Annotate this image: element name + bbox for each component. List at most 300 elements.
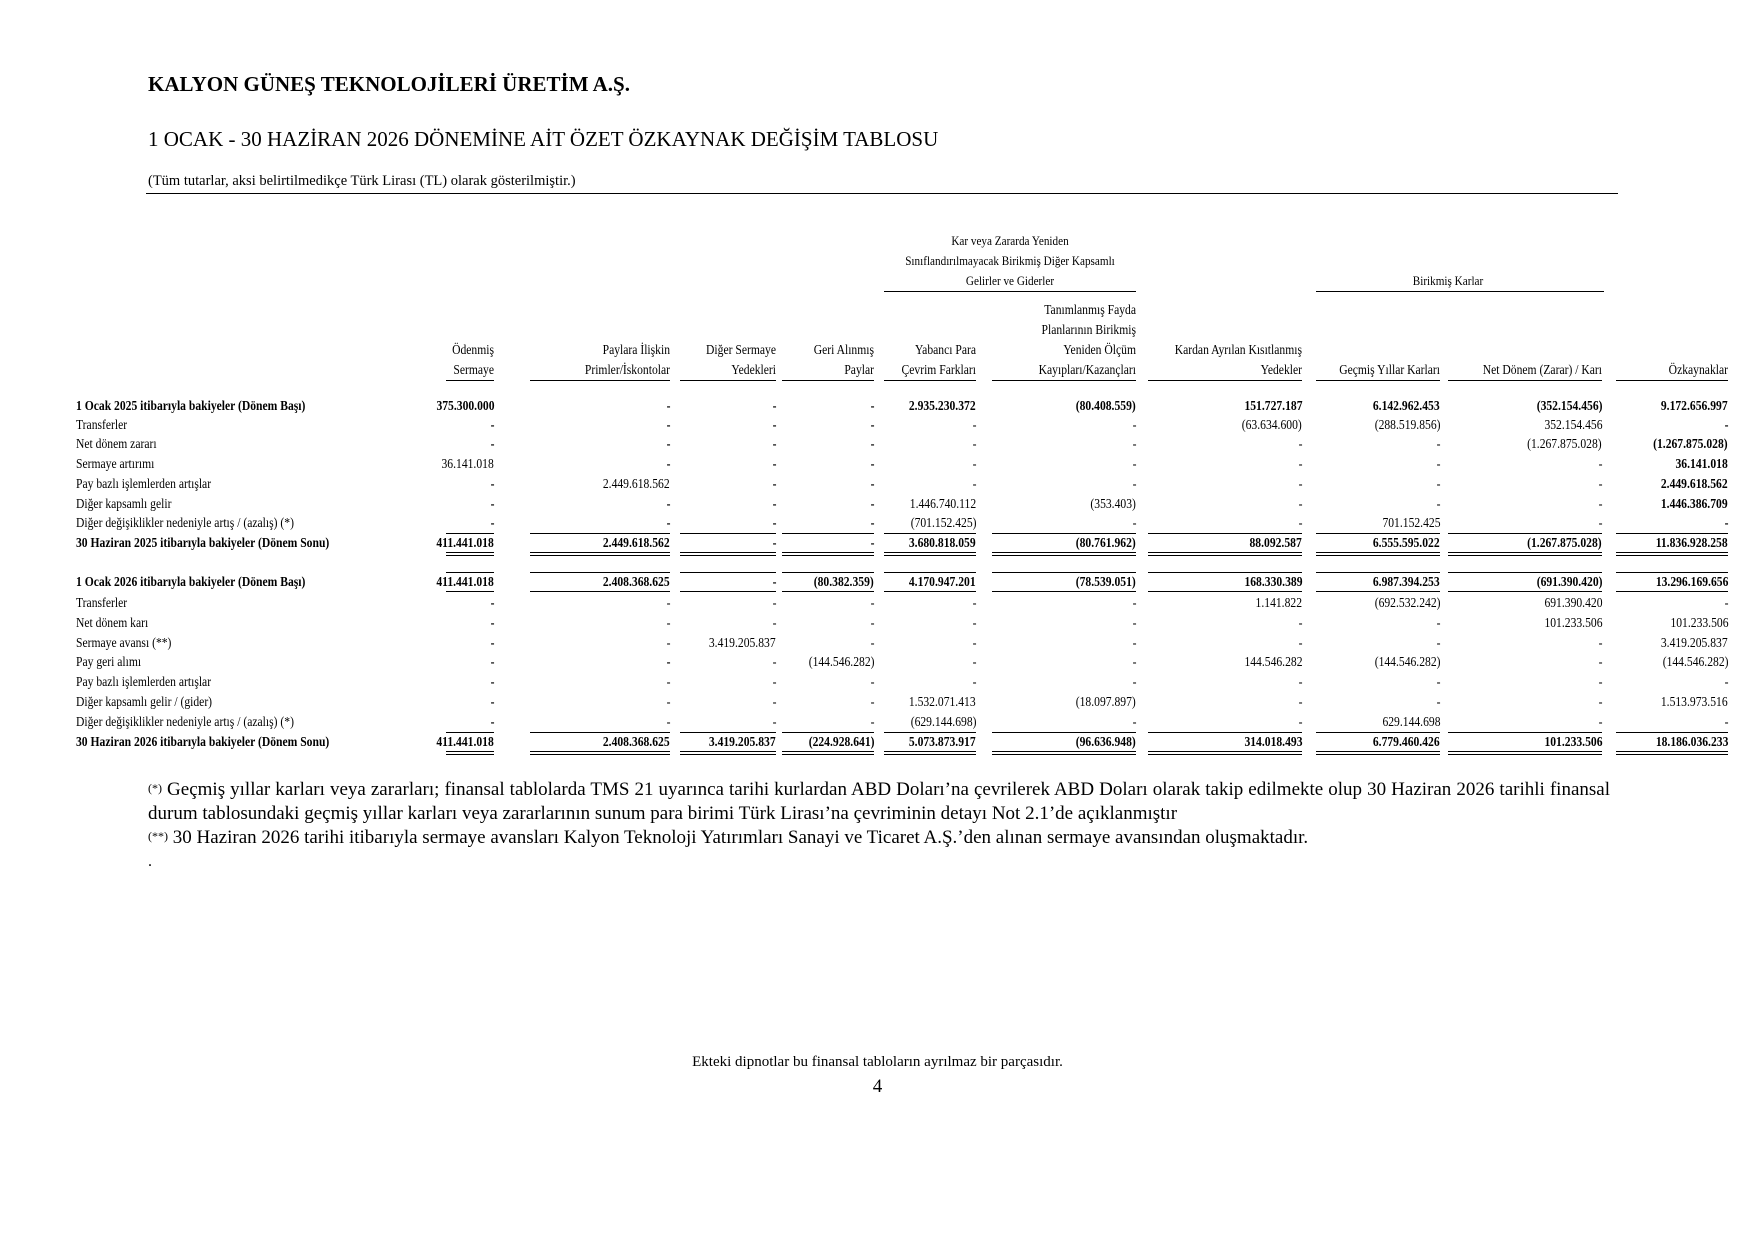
cell: -	[490, 654, 494, 669]
cell: 314.018.493	[1243, 734, 1302, 749]
total-rule-bottom	[782, 754, 874, 755]
total-rule-bottom	[1448, 555, 1602, 556]
cell: -	[870, 496, 874, 511]
cell: -	[870, 595, 874, 610]
column-header-8-line-1: Geçmiş Yıllar Karları	[1339, 362, 1440, 377]
total-rule-bottom	[782, 552, 874, 553]
cell: -	[1298, 456, 1302, 471]
cell: -	[490, 595, 494, 610]
total-rule-bottom	[1616, 754, 1728, 755]
cell: -	[1298, 615, 1302, 630]
cell: 1.446.740.112	[909, 496, 976, 511]
cell: -	[666, 417, 670, 432]
cell: -	[772, 398, 776, 413]
cell: (352.154.456)	[1536, 398, 1602, 413]
cell: -	[490, 674, 494, 689]
opening-rule-bottom	[782, 591, 874, 592]
cell: -	[870, 476, 874, 491]
cell: 2.449.618.562	[603, 535, 670, 550]
row-label: Net dönem zararı	[76, 436, 157, 451]
cell: 4.170.947.201	[909, 574, 976, 589]
column-header-3-line-2: Yedekleri	[731, 362, 776, 377]
total-rule-top	[782, 533, 874, 534]
total-rule-bottom	[446, 751, 494, 752]
cell: -	[1436, 436, 1440, 451]
cell: -	[1298, 496, 1302, 511]
total-rule-top	[1448, 533, 1602, 534]
total-rule-bottom	[992, 751, 1136, 752]
column-header-6-line-4: Kayıpları/Kazançları	[1038, 362, 1136, 377]
cell: -	[1298, 674, 1302, 689]
cell: -	[870, 456, 874, 471]
total-rule-bottom	[530, 552, 670, 553]
cell: (353.403)	[1090, 496, 1136, 511]
cell: 6.555.595.022	[1373, 535, 1440, 550]
cell: (629.144.698)	[910, 714, 976, 729]
cell: -	[772, 654, 776, 669]
total-rule-bottom	[992, 555, 1136, 556]
column-header-6-line-2: Planlarının Birikmiş	[1041, 322, 1136, 337]
column-header-underline-7	[1148, 380, 1302, 381]
cell: -	[972, 456, 976, 471]
cell: -	[1598, 654, 1602, 669]
cell: -	[666, 615, 670, 630]
opening-rule-bottom	[1616, 591, 1728, 592]
cell: -	[870, 535, 874, 550]
total-rule-top	[992, 732, 1136, 733]
cell: -	[870, 515, 874, 530]
row-label: Diğer kapsamlı gelir	[76, 496, 172, 511]
cell: -	[490, 476, 494, 491]
cell: 2.408.368.625	[603, 734, 670, 749]
cell: (692.532.242)	[1374, 595, 1440, 610]
total-rule-top	[1316, 732, 1440, 733]
table-row	[0, 593, 1755, 613]
cell: 11.836.928.258	[1656, 535, 1728, 550]
total-rule-bottom	[1316, 555, 1440, 556]
column-header-4-line-1: Geri Alınmış	[813, 342, 874, 357]
cell: -	[1436, 456, 1440, 471]
cell: (63.634.600)	[1242, 417, 1302, 432]
row-label: Sermaye avansı (**)	[76, 635, 172, 650]
cell: 701.152.425	[1381, 515, 1440, 530]
cell: -	[666, 694, 670, 709]
company-name: KALYON GÜNEŞ TEKNOLOJİLERİ ÜRETİM A.Ş.	[148, 72, 630, 96]
cell: -	[490, 615, 494, 630]
total-rule-top	[1616, 732, 1728, 733]
cell: -	[1436, 694, 1440, 709]
cell: -	[772, 714, 776, 729]
cell: 36.141.018	[441, 456, 494, 471]
cell: -	[1436, 496, 1440, 511]
cell: -	[1132, 456, 1136, 471]
row-label: 1 Ocak 2025 itibarıyla bakiyeler (Dönem Başı)	[76, 398, 306, 413]
cell: 3.680.818.059	[909, 535, 976, 550]
cell: -	[772, 476, 776, 491]
cell: -	[1436, 674, 1440, 689]
cell: -	[666, 496, 670, 511]
column-header-3-line-1: Diğer Sermaye	[706, 342, 776, 357]
cell: 101.233.506	[1543, 615, 1602, 630]
total-rule-bottom	[530, 751, 670, 752]
table-row	[0, 454, 1755, 474]
row-label: Transferler	[76, 417, 128, 432]
cell: -	[1132, 714, 1136, 729]
group-header-oci	[898, 231, 1122, 291]
page-number: 4	[872, 1076, 883, 1097]
total-rule-bottom	[992, 552, 1136, 553]
group-header-oci-line-2: Sınıflandırılmayacak Birikmiş Diğer Kapsamlı	[905, 253, 1115, 268]
cell: -	[1436, 615, 1440, 630]
total-rule-bottom	[884, 754, 976, 755]
total-rule-bottom	[446, 555, 494, 556]
row-label: Pay bazlı işlemlerden artışlar	[76, 674, 212, 689]
cell: -	[1132, 674, 1136, 689]
total-rule-bottom	[782, 555, 874, 556]
total-rule-top	[1148, 732, 1302, 733]
cell: (80.382.359)	[814, 574, 874, 589]
cell: 1.513.973.516	[1661, 694, 1728, 709]
column-header-underline-3	[680, 380, 776, 381]
footnote-2-mark: (**)	[148, 829, 168, 843]
cell: -	[1724, 515, 1728, 530]
opening-rule-top	[680, 572, 776, 573]
table-row	[0, 672, 1755, 692]
column-header-7-line-2: Yedekler	[1260, 362, 1302, 377]
opening-rule-top	[992, 572, 1136, 573]
column-header-2-line-1: Paylara İlişkin	[602, 342, 670, 357]
cell: -	[1298, 436, 1302, 451]
table-row	[0, 474, 1755, 494]
column-header-underline-10	[1616, 380, 1728, 381]
cell: -	[1132, 436, 1136, 451]
cell: -	[1298, 476, 1302, 491]
cell: -	[972, 635, 976, 650]
total-rule-bottom	[446, 754, 494, 755]
total-rule-bottom	[1316, 751, 1440, 752]
row-label: Diğer değişiklikler nedeniyle artış / (azalış) (*)	[76, 714, 294, 729]
column-header-9-line-1: Net Dönem (Zarar) / Karı	[1482, 362, 1602, 377]
cell: -	[666, 436, 670, 451]
cell: -	[666, 515, 670, 530]
cell: (288.519.856)	[1374, 417, 1440, 432]
total-rule-top	[884, 732, 976, 733]
cell: -	[666, 654, 670, 669]
cell: -	[1598, 456, 1602, 471]
cell: -	[1132, 615, 1136, 630]
table-row	[0, 415, 1755, 435]
cell: -	[1436, 635, 1440, 650]
row-label: Pay bazlı işlemlerden artışlar	[76, 476, 212, 491]
total-rule-bottom	[884, 751, 976, 752]
cell: -	[772, 515, 776, 530]
cell: 2.449.618.562	[1661, 476, 1728, 491]
cell: -	[490, 515, 494, 530]
cell: -	[1132, 417, 1136, 432]
cell: 168.330.389	[1243, 574, 1302, 589]
cell: 3.419.205.837	[1661, 635, 1728, 650]
currency-note: (Tüm tutarlar, aksi belirtilmedikçe Türk Lirası (TL) olarak gösterilmiştir.)	[148, 173, 576, 189]
row-label: Transferler	[76, 595, 128, 610]
cell: (691.390.420)	[1536, 574, 1602, 589]
opening-rule-bottom	[1148, 591, 1302, 592]
cell: 18.186.036.233	[1655, 734, 1728, 749]
cell: 2.935.230.372	[909, 398, 976, 413]
table-row	[0, 692, 1755, 712]
column-header-underline-5	[884, 380, 976, 381]
cell: 6.987.394.253	[1373, 574, 1440, 589]
cell: (18.097.897)	[1076, 694, 1136, 709]
table-row	[0, 434, 1755, 454]
column-header-6-line-3: Yeniden Ölçüm	[1063, 342, 1136, 357]
cell: -	[1132, 595, 1136, 610]
cell: -	[1132, 476, 1136, 491]
table-row	[0, 613, 1755, 633]
cell: -	[666, 714, 670, 729]
cell: -	[490, 635, 494, 650]
cell: -	[870, 674, 874, 689]
cell: (78.539.051)	[1076, 574, 1136, 589]
header-rule	[146, 193, 1618, 194]
cell: 101.233.506	[1543, 734, 1602, 749]
row-label: Diğer değişiklikler nedeniyle artış / (azalış) (*)	[76, 515, 294, 530]
cell: -	[666, 635, 670, 650]
total-rule-bottom	[782, 751, 874, 752]
cell: -	[772, 574, 776, 589]
cell: 411.441.018	[436, 734, 494, 749]
column-header-underline-6	[992, 380, 1136, 381]
total-rule-bottom	[1448, 754, 1602, 755]
column-header-1-line-1: Ödenmiş	[452, 342, 494, 357]
total-rule-bottom	[680, 552, 776, 553]
cell: -	[490, 496, 494, 511]
cell: -	[666, 456, 670, 471]
total-rule-bottom	[1148, 552, 1302, 553]
cell: (144.546.282)	[808, 654, 874, 669]
cell: (80.408.559)	[1076, 398, 1136, 413]
cell: -	[870, 615, 874, 630]
cell: -	[772, 535, 776, 550]
total-rule-bottom	[446, 552, 494, 553]
total-rule-bottom	[1148, 754, 1302, 755]
total-rule-top	[1316, 533, 1440, 534]
cell: 375.300.000	[435, 398, 494, 413]
cell: -	[972, 436, 976, 451]
cell: 5.073.873.917	[909, 734, 976, 749]
column-header-underline-1	[446, 380, 494, 381]
cell: -	[490, 714, 494, 729]
column-header-10	[1504, 360, 1728, 380]
column-header-2-line-2: Primler/İskontolar	[584, 362, 670, 377]
row-label: Sermaye artırımı	[76, 456, 155, 471]
cell: -	[1598, 635, 1602, 650]
total-rule-bottom	[680, 754, 776, 755]
opening-rule-top	[884, 572, 976, 573]
cell: 1.141.822	[1255, 595, 1302, 610]
row-label: 1 Ocak 2026 itibarıyla bakiyeler (Dönem Başı)	[76, 574, 306, 589]
total-rule-bottom	[1616, 555, 1728, 556]
cell: -	[972, 417, 976, 432]
opening-rule-bottom	[530, 591, 670, 592]
footnote-1-text: Geçmiş yıllar karları veya zararları; finansal tablolarda TMS 21 uyarınca tarihi kurlardan ABD Doları’na çevrilerek ABD Doları olarak takip edilmekte olup 30 Haziran 2026 tarihli finansal durum tablosundaki geçmiş yıllar karları veya zararlarının sunum para birimi Türk Lirası’na çevriminin detayı Not 2.1’de açıklanmıştır	[148, 779, 1610, 824]
cell: -	[1298, 714, 1302, 729]
footnote-1	[148, 778, 1610, 826]
footnote-2	[148, 826, 1610, 850]
cell: 1.532.071.413	[909, 694, 976, 709]
total-rule-bottom	[884, 552, 976, 553]
total-rule-bottom	[1148, 555, 1302, 556]
opening-rule-top	[782, 572, 874, 573]
cell: 2.408.368.625	[603, 574, 670, 589]
cell: -	[870, 694, 874, 709]
total-rule-bottom	[1448, 751, 1602, 752]
cell: (1.267.875.028)	[1527, 436, 1602, 451]
cell: -	[972, 476, 976, 491]
cell: -	[666, 595, 670, 610]
table-row	[0, 396, 1755, 416]
cell: (1.267.875.028)	[1653, 436, 1728, 451]
cell: 3.419.205.837	[709, 734, 776, 749]
total-rule-bottom	[992, 754, 1136, 755]
group-header-oci-line-3: Gelirler ve Giderler	[965, 273, 1055, 288]
total-rule-top	[1148, 533, 1302, 534]
group-underline-retained	[1316, 291, 1604, 292]
column-header-10-line-1: Özkaynaklar	[1668, 362, 1728, 377]
total-rule-top	[782, 732, 874, 733]
column-header-4-line-2: Paylar	[844, 362, 874, 377]
cell: 3.419.205.837	[709, 635, 776, 650]
row-label: Net dönem karı	[76, 615, 149, 630]
cell: -	[1298, 515, 1302, 530]
total-rule-bottom	[1316, 552, 1440, 553]
row-label: 30 Haziran 2026 itibarıyla bakiyeler (Dönem Sonu)	[76, 734, 330, 749]
cell: -	[772, 417, 776, 432]
total-rule-bottom	[1148, 751, 1302, 752]
cell: -	[972, 654, 976, 669]
cell: -	[490, 694, 494, 709]
row-label: Diğer kapsamlı gelir / (gider)	[76, 694, 213, 709]
cell: -	[772, 694, 776, 709]
cell: -	[1298, 694, 1302, 709]
cell: 411.441.018	[436, 535, 494, 550]
total-rule-bottom	[884, 555, 976, 556]
total-rule-top	[1616, 533, 1728, 534]
opening-rule-top	[530, 572, 670, 573]
cell: 88.092.587	[1249, 535, 1302, 550]
row-label: 30 Haziran 2025 itibarıyla bakiyeler (Dönem Sonu)	[76, 535, 330, 550]
total-rule-top	[446, 533, 494, 534]
cell: (80.761.962)	[1076, 535, 1136, 550]
cell: (224.928.641)	[808, 734, 874, 749]
cell: -	[772, 436, 776, 451]
cell: 6.142.962.453	[1373, 398, 1440, 413]
total-rule-top	[992, 533, 1136, 534]
total-rule-bottom	[1616, 751, 1728, 752]
cell: -	[972, 674, 976, 689]
cell: -	[1598, 694, 1602, 709]
cell: 36.141.018	[1675, 456, 1728, 471]
cell: -	[666, 398, 670, 413]
cell: -	[490, 436, 494, 451]
column-header-6-line-1: Tanımlanmış Fayda	[1044, 302, 1136, 317]
cell: -	[1724, 714, 1728, 729]
total-rule-top	[446, 732, 494, 733]
cell: -	[1598, 515, 1602, 530]
group-underline-oci	[884, 291, 1136, 292]
cell: -	[772, 496, 776, 511]
cell: (96.636.948)	[1076, 734, 1136, 749]
opening-rule-bottom	[680, 591, 776, 592]
cell: (1.267.875.028)	[1527, 535, 1602, 550]
column-header-5-line-1: Yabancı Para	[914, 342, 976, 357]
column-header-underline-4	[782, 380, 874, 381]
trailing-dot: .	[148, 853, 152, 870]
opening-rule-bottom	[1448, 591, 1602, 592]
cell: -	[666, 674, 670, 689]
footnote-2-text: 30 Haziran 2026 tarihi itibarıyla sermaye avansları Kalyon Teknoloji Yatırımları Sanayi ve Ticaret A.Ş.’den alınan sermaye avansından oluşmaktadır.	[168, 827, 1309, 848]
total-rule-top	[680, 533, 776, 534]
column-header-7-line-1: Kardan Ayrılan Kısıtlanmış	[1174, 342, 1302, 357]
table-row	[0, 494, 1755, 514]
table-row	[0, 513, 1755, 533]
cell: -	[1436, 476, 1440, 491]
cell: -	[772, 674, 776, 689]
column-header-5-line-2: Çevrim Farkları	[901, 362, 976, 377]
cell: 2.449.618.562	[603, 476, 670, 491]
opening-rule-bottom	[446, 591, 494, 592]
cell: -	[1132, 515, 1136, 530]
group-header-oci-line-1: Kar veya Zararda Yeniden	[951, 233, 1069, 248]
cell: -	[1298, 635, 1302, 650]
page-footer: Ekteki dipnotlar bu finansal tabloların ayrılmaz bir parçasıdır.	[692, 1054, 1063, 1070]
table-row	[0, 712, 1755, 732]
total-rule-bottom	[1616, 552, 1728, 553]
opening-rule-top	[1316, 572, 1440, 573]
statement-title: 1 OCAK - 30 HAZİRAN 2026 DÖNEMİNE AİT ÖZET ÖZKAYNAK DEĞİŞİM TABLOSU	[148, 127, 939, 151]
total-rule-bottom	[1316, 754, 1440, 755]
cell: 691.390.420	[1543, 595, 1602, 610]
table-row	[0, 652, 1755, 672]
table-row	[0, 533, 1755, 553]
cell: 1.446.386.709	[1661, 496, 1728, 511]
cell: -	[1598, 714, 1602, 729]
cell: (701.152.425)	[910, 515, 976, 530]
cell: -	[870, 398, 874, 413]
table-row	[0, 572, 1755, 592]
column-header-underline-9	[1448, 380, 1602, 381]
cell: -	[972, 595, 976, 610]
total-rule-bottom	[680, 751, 776, 752]
cell: -	[870, 417, 874, 432]
opening-rule-top	[1148, 572, 1302, 573]
total-rule-top	[680, 732, 776, 733]
cell: 101.233.506	[1669, 615, 1728, 630]
cell: -	[870, 436, 874, 451]
cell: 9.172.656.997	[1661, 398, 1728, 413]
cell: -	[1598, 674, 1602, 689]
cell: 144.546.282	[1243, 654, 1302, 669]
cell: 151.727.187	[1243, 398, 1302, 413]
cell: -	[1132, 635, 1136, 650]
cell: 6.779.460.426	[1373, 734, 1440, 749]
cell: (144.546.282)	[1662, 654, 1728, 669]
group-header-retained: Birikmiş Karlar	[1412, 273, 1484, 288]
total-rule-top	[530, 533, 670, 534]
cell: -	[870, 635, 874, 650]
cell: -	[772, 595, 776, 610]
cell: -	[1724, 674, 1728, 689]
total-rule-top	[884, 533, 976, 534]
